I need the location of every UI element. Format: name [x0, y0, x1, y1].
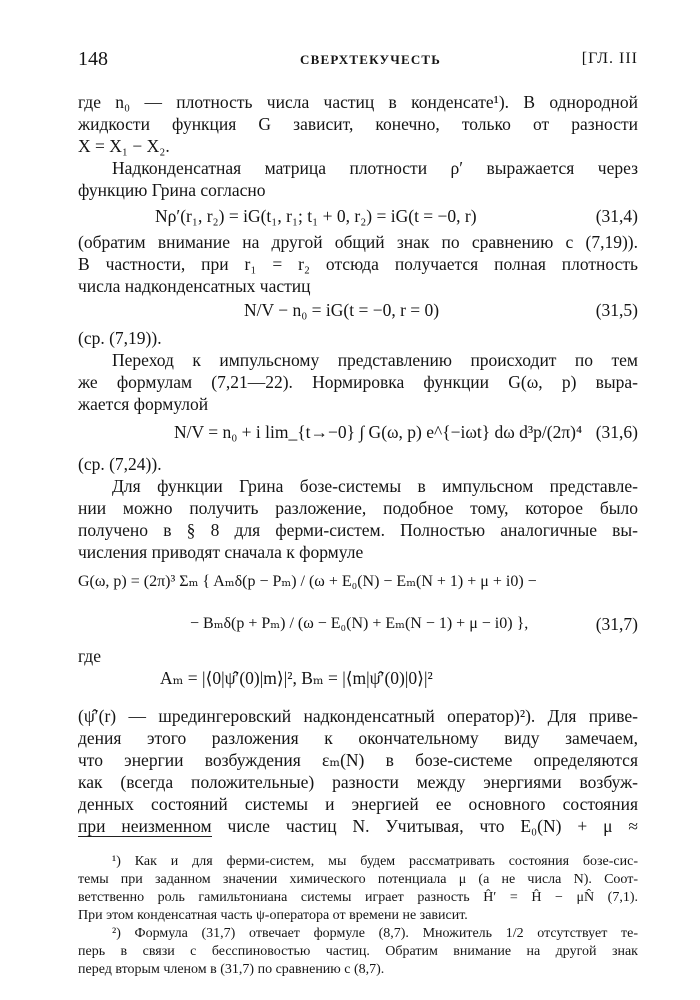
- text-line: что энергии возбуждения εₘ(N) в бозе-системе определяются: [78, 750, 638, 770]
- running-title: СВЕРХТЕКУЧЕСТЬ: [300, 52, 442, 67]
- text-line: жается формулой: [78, 394, 209, 414]
- equation-number: (31,5): [595, 300, 638, 320]
- text-line: (ср. (7,19)).: [78, 328, 162, 348]
- text-line: дения этого разложения к окончательному виду замечаем,: [78, 728, 638, 748]
- text-line: же формулам (7,21—22). Нормировка функции G(ω, p) выра-: [78, 372, 638, 392]
- text-line: где: [78, 646, 101, 666]
- footnote-line: темы при заданном значении химического потенциала μ (а не числа N). Соот-: [78, 872, 638, 887]
- text-line: (обратим внимание на другой общий знак по сравнению с (7,19)).: [78, 232, 638, 252]
- text-line: Переход к импульсному представлению происходит по тем: [112, 350, 638, 370]
- text-line: В частности, при r₁ = r₂ отсюда получается полная плотность: [78, 254, 638, 274]
- page-number: 148: [78, 48, 108, 70]
- text-line: при неизменном числе частиц N. Учитывая, что E₀(N) + μ ≈: [78, 816, 638, 836]
- text-line: Для функции Грина бозе-системы в импульсном представле-: [112, 476, 638, 496]
- equation-expression: N/V = n₀ + i lim_{t→−0} ∫ G(ω, p) e^{−iωt} dω d³p/(2π)⁴: [174, 422, 583, 442]
- text-line: числения приводят сначала к формуле: [78, 542, 364, 562]
- equation-31-7-line-2: [78, 613, 638, 639]
- chapter-label: [ГЛ. III: [581, 50, 638, 67]
- text-line: жидкости функция G зависит, конечно, только от разности: [78, 114, 638, 134]
- footnote-line: При этом конденсатная часть ψ-оператора от времени не зависит.: [78, 908, 468, 923]
- text-line: (ср. (7,24)).: [78, 454, 162, 474]
- equation-31-5: [78, 299, 638, 325]
- text-line: Надконденсатная матрица плотности ρ′ выражается через: [112, 158, 638, 178]
- equation-expression: Nρ′(r₁, r₂) = iG(t₁, r₁; t₁ + 0, r₂) = iG(t = −0, r): [155, 206, 477, 226]
- equation-31-4: [78, 205, 638, 227]
- text-line: (ψ̂′(r) — шредингеровский надконденсатный оператор)²). Для приве-: [78, 706, 638, 726]
- text-line: денных состояний системы и энергией ее основного состояния: [78, 794, 638, 814]
- text-line: функцию Грина согласно: [78, 180, 266, 200]
- footnote-line: перед вторым членом в (31,7) по сравнению с (8,7).: [78, 962, 385, 977]
- equation-number: (31,6): [595, 422, 638, 442]
- text-line: нии можно получить разложение, подобное тому, которое было: [78, 498, 638, 518]
- equation-expression: N/V − n₀ = iG(t = −0, r = 0): [244, 300, 440, 320]
- text-line: где n₀ — плотность числа частиц в конденсате¹). В однородной: [78, 92, 638, 112]
- text-line: X = X₁ − X₂.: [78, 136, 170, 156]
- footnote-line: ²) Формула (31,7) отвечает формуле (8,7). Множитель 1/2 отсутствует те-: [112, 926, 638, 941]
- equation-number: (31,4): [595, 206, 638, 226]
- footnote-line: ¹) Как и для ферми-систем, мы будем рассматривать состояния бозе-сис-: [112, 854, 638, 869]
- equation-31-7-line-1: G(ω, p) = (2π)³ Σₘ { Aₘδ(p − Pₘ) / (ω + E₀(N) − Eₘ(N + 1) + μ + i0) −: [78, 573, 537, 590]
- equation-number: (31,7): [595, 614, 638, 634]
- equation-expression: − Bₘδ(p + Pₘ) / (ω − E₀(N) + Eₘ(N − 1) + μ − i0) },: [190, 615, 529, 632]
- equation-a-b: Aₘ = |⟨0|ψ̂′(0)|m⟩|², Bₘ = |⟨m|ψ̂′(0)|0⟩|²: [160, 668, 433, 688]
- footnote-divider: [78, 836, 212, 837]
- equation-31-6: [78, 421, 638, 447]
- text-line: числа надконденсатных частиц: [78, 276, 311, 296]
- footnote-line: перь в связи с бесспиновостью частиц. Обратим внимание на другой знак: [78, 944, 638, 959]
- text-line: как (всегда положительные) разности между энергиями возбуж-: [78, 772, 638, 792]
- text-line: получено в § 8 для ферми-систем. Полностью аналогичные вы-: [78, 520, 638, 540]
- page-header: [78, 48, 638, 78]
- footnote-line: ветственно роль гамильтониана системы играет разность Ĥ′ = Ĥ − μN̂ (7,1).: [78, 890, 638, 905]
